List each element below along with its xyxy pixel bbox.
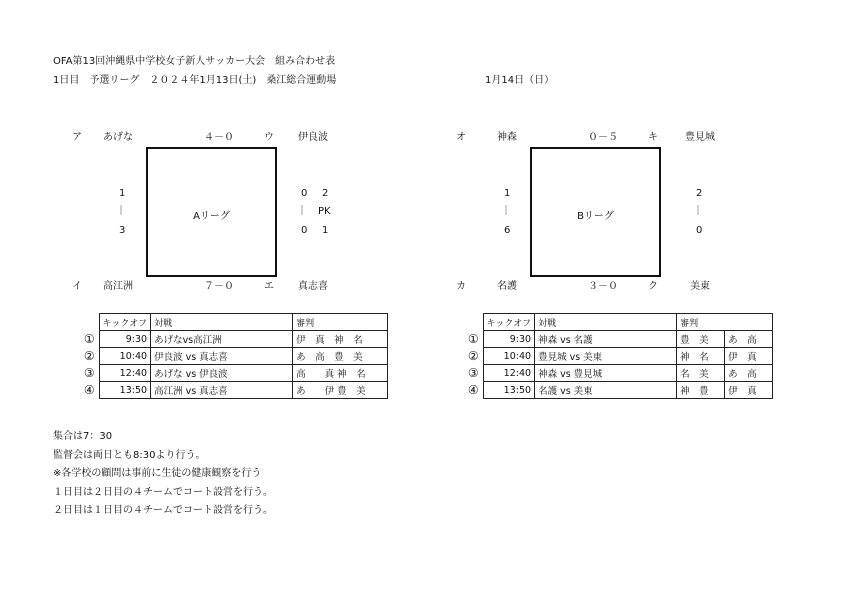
note-line: ２日目は１日目の４チームでコート設営を行う。 (53, 505, 273, 516)
referee-cell: 名 美 (677, 365, 725, 382)
referee-cell: 伊 真 (725, 348, 773, 365)
team-name: 伊良波 (298, 132, 328, 143)
team-code: ア (72, 132, 82, 143)
match-number: ④ (467, 383, 479, 397)
score-separator: ｜ (501, 206, 511, 217)
team-name: 名護 (497, 281, 517, 292)
team-code: イ (72, 281, 82, 292)
note-line: 監督会は両日とも8:30より行う。 (53, 450, 206, 461)
team-name: 神森 (497, 132, 517, 143)
referee-cell: 伊 真 神 名 (293, 331, 388, 348)
referee-cell: 神 名 (677, 348, 725, 365)
table-row (464, 365, 773, 382)
match-score: 0 (696, 225, 703, 236)
referee-header: 審判 (293, 314, 388, 331)
referee-cell: あ 高 (725, 331, 773, 348)
kickoff-time: 12:40 (483, 365, 535, 382)
team-name: 美東 (690, 281, 710, 292)
kickoff-time: 13:50 (99, 382, 151, 399)
table-header-row (80, 314, 388, 331)
match-score: 6 (504, 225, 511, 236)
match-score: ０－５ (588, 132, 618, 143)
kickoff-header: キックオフ (483, 314, 535, 331)
kickoff-time: 12:40 (99, 365, 151, 382)
table-row (80, 348, 388, 365)
referee-cell: 豊 美 (677, 331, 725, 348)
pk-score: 2 (322, 188, 329, 199)
match-number: ③ (467, 366, 479, 380)
referee-cell: あ 高 豊 美 (293, 348, 388, 365)
page-title: OFA第13回沖縄県中学校女子新人サッカー大会 組み合わせ表 (53, 56, 336, 67)
team-name: 真志喜 (298, 281, 328, 292)
match-number: ④ (83, 383, 95, 397)
team-name: あげな (103, 132, 133, 143)
match-number: ③ (83, 366, 95, 380)
league-label: Aリーグ (193, 211, 230, 222)
schedule-table-a (80, 313, 388, 399)
kickoff-header: キックオフ (99, 314, 151, 331)
score-separator: ｜ (116, 206, 126, 217)
match-header: 対戦 (151, 314, 293, 331)
kickoff-time: 10:40 (99, 348, 151, 365)
match-score: 3 (119, 225, 126, 236)
table-row (464, 382, 773, 399)
match-number: ② (83, 349, 95, 363)
match-score: ３－０ (588, 281, 618, 292)
match-score: 0 (301, 225, 308, 236)
table-header-row (464, 314, 773, 331)
team-code: ウ (264, 132, 274, 143)
team-code: エ (264, 281, 274, 292)
pk-label: PK (318, 206, 331, 217)
match-score: 2 (696, 188, 703, 199)
team-code: カ (456, 281, 466, 292)
match-cell: 名護 vs 美東 (535, 382, 677, 399)
day2-date: 1月14日（日） (485, 75, 555, 86)
team-code: ク (648, 281, 658, 292)
referee-cell: 神 豊 (677, 382, 725, 399)
score-separator: ｜ (297, 206, 307, 217)
team-code: キ (648, 132, 658, 143)
match-score: 1 (504, 188, 511, 199)
table-row (464, 348, 773, 365)
match-cell: あげなvs高江洲 (151, 331, 293, 348)
league-a-box (146, 147, 277, 277)
team-name: 高江洲 (103, 281, 133, 292)
table-row (80, 331, 388, 348)
table-row (80, 382, 388, 399)
match-number: ① (83, 332, 95, 346)
table-row (464, 331, 773, 348)
league-b-box (530, 147, 661, 277)
note-line: 集合は7：30 (53, 431, 113, 442)
match-number: ② (467, 349, 479, 363)
match-score: ７－０ (204, 281, 234, 292)
match-score: 1 (119, 188, 126, 199)
match-cell: 神森 vs 名護 (535, 331, 677, 348)
kickoff-time: 9:30 (99, 331, 151, 348)
day1-heading: 1日目 予選リーグ ２０２４年1月13日(土) 桑江総合運動場 (53, 75, 337, 86)
match-header: 対戦 (535, 314, 677, 331)
referee-cell: あ 高 (725, 365, 773, 382)
kickoff-time: 9:30 (483, 331, 535, 348)
pk-score: 1 (322, 225, 329, 236)
match-cell: あげな vs 伊良波 (151, 365, 293, 382)
schedule-table-b (464, 313, 773, 399)
match-score: ４－０ (204, 132, 234, 143)
kickoff-time: 13:50 (483, 382, 535, 399)
kickoff-time: 10:40 (483, 348, 535, 365)
match-cell: 神森 vs 豊見城 (535, 365, 677, 382)
match-cell: 伊良波 vs 真志喜 (151, 348, 293, 365)
note-line: ※各学校の顧問は事前に生徒の健康観察を行う (53, 468, 262, 479)
table-row (80, 365, 388, 382)
match-score: 0 (301, 188, 308, 199)
score-separator: ｜ (693, 206, 703, 217)
match-cell: 高江洲 vs 真志喜 (151, 382, 293, 399)
referee-cell: 高 真 神 名 (293, 365, 388, 382)
referee-header: 審判 (677, 314, 773, 331)
match-number: ① (467, 332, 479, 346)
team-name: 豊見城 (685, 132, 715, 143)
match-cell: 豊見城 vs 美東 (535, 348, 677, 365)
league-label: Bリーグ (577, 211, 614, 222)
team-code: オ (456, 132, 466, 143)
referee-cell: 伊 真 (725, 382, 773, 399)
note-line: １日目は２日目の４チームでコート設営を行う。 (53, 487, 273, 498)
referee-cell: あ 伊 豊 美 (293, 382, 388, 399)
